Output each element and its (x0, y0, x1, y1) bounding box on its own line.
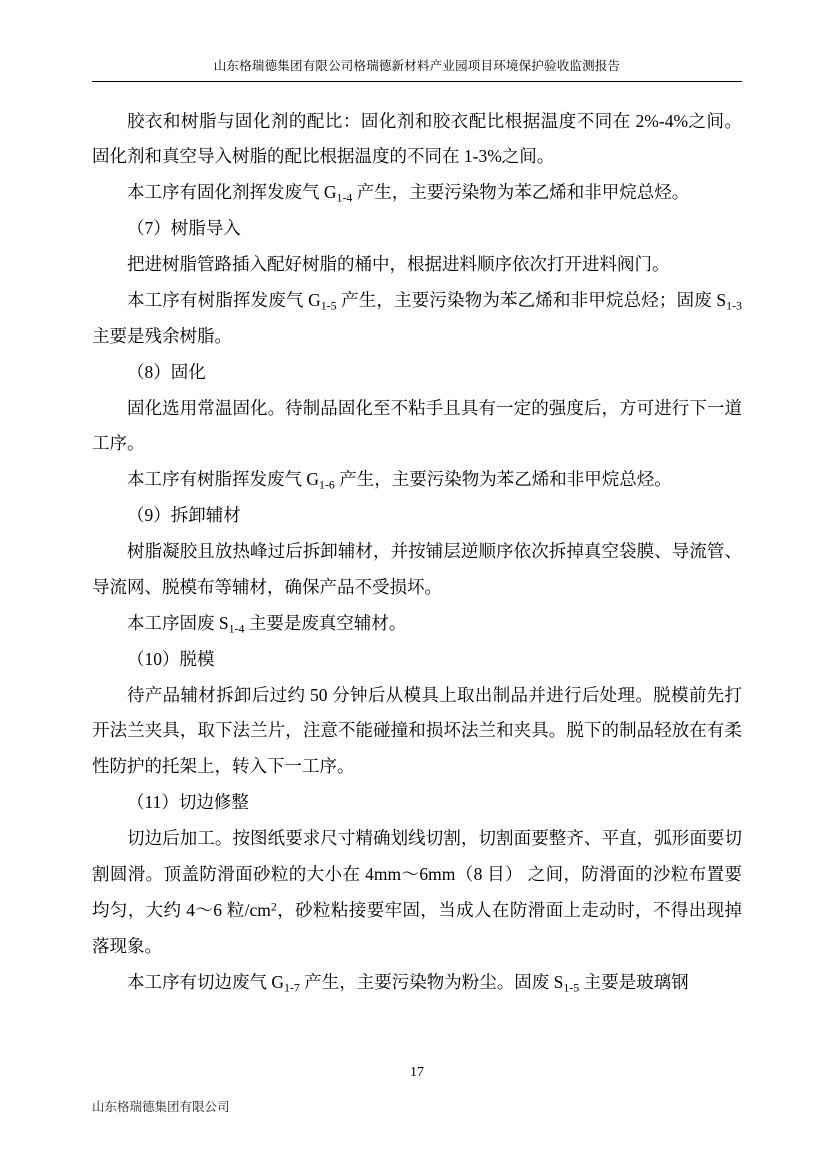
subscript: 1-6 (319, 477, 335, 492)
subscript: 1-3 (726, 298, 743, 313)
paragraph: 本工序有切边废气 $G_{1-7}$ 产生，主要污染物为粉尘。固废 $S_{1-5}$ 主要是玻璃钢 (127, 971, 689, 994)
subscript: 1-7 (284, 979, 300, 994)
paragraph: 本工序固废 $S_{1-4}$ 主要是废真空辅材。 (127, 612, 407, 636)
paragraph: （7）树脂导入 (127, 218, 241, 239)
subscript: 1-5 (320, 298, 337, 313)
footer-company-name: 山东格瑞德集团有限公司 (92, 1099, 230, 1114)
paragraph: （11）切边修整 (127, 792, 249, 813)
superscript: 2 (270, 899, 277, 914)
subscript: 1-5 (563, 979, 580, 994)
page-content (92, 58, 742, 1000)
paragraph: 待产品辅材拆卸后过约 50 分钟后从模具上取出制品并进行后处理。脱模前先打开法兰夹具，取下法兰片，注意不能碰撞和损坏法兰和夹具。脱下的制品轻放在有柔性防护的托架上，转入下一工序。 (92, 684, 742, 777)
paragraph: 本工序有树脂挥发废气 $G_{1-5}$ 产生，主要污染物为苯乙烯和非甲烷总烃；固废 $S_{1-3}$ 主要是残余树脂。 (92, 289, 743, 346)
paragraph: 固化选用常温固化。待制品固化至不粘手且具有一定的强度后，方可进行下一道工序。 (92, 397, 742, 454)
subscript: 1-4 (336, 190, 353, 205)
paragraph: 胶衣和树脂与固化剂的配比：固化剂和胶衣配比根据温度不同在 2%-4%之间。固化剂和真空导入树脂的配比根据温度的不同在 1-3%之间。 (92, 110, 742, 167)
subscript: 1-4 (228, 621, 245, 636)
paragraph: （9）拆卸辅材 (127, 505, 241, 526)
paragraph: （10）脱模 (127, 648, 215, 669)
paragraph: 本工序有固化剂挥发废气 $G_{1-4}$ 产生，主要污染物为苯乙烯和非甲烷总烃。 (127, 182, 690, 205)
page-header-title: 山东格瑞德集团有限公司格瑞德新材料产业园项目环境保护验收监测报告 (92, 58, 742, 82)
document-body (92, 104, 742, 1001)
paragraph: 本工序有树脂挥发废气 $G_{1-6}$ 产生，主要污染物为苯乙烯和非甲烷总烃。 (127, 469, 672, 492)
paragraph: 切边后加工。按图纸要求尺寸精确划线切割，切割面要整齐、平直，弧形面要切割圆滑。顶盖防滑面砂粒的大小在 4mm～6mm（8 目） 之间，防滑面的沙粒布置要均匀，大约 4～6 粒$/cm^2$，砂粒粘接要牢固，当成人在防滑面上走动时，不得出现掉落现象。 (92, 828, 743, 956)
page-footer (92, 1063, 742, 1115)
paragraph: 树脂凝胶且放热峰过后拆卸辅材，并按铺层逆顺序依次拆掉真空袋膜、导流管、导流网、脱模布等辅材，确保产品不受损坏。 (92, 541, 742, 597)
paragraph: （8）固化 (127, 361, 206, 382)
page-number: 17 (410, 1065, 424, 1080)
paragraph: 把进树脂管路插入配好树脂的桶中，根据进料顺序依次打开进料阀门。 (127, 254, 670, 274)
